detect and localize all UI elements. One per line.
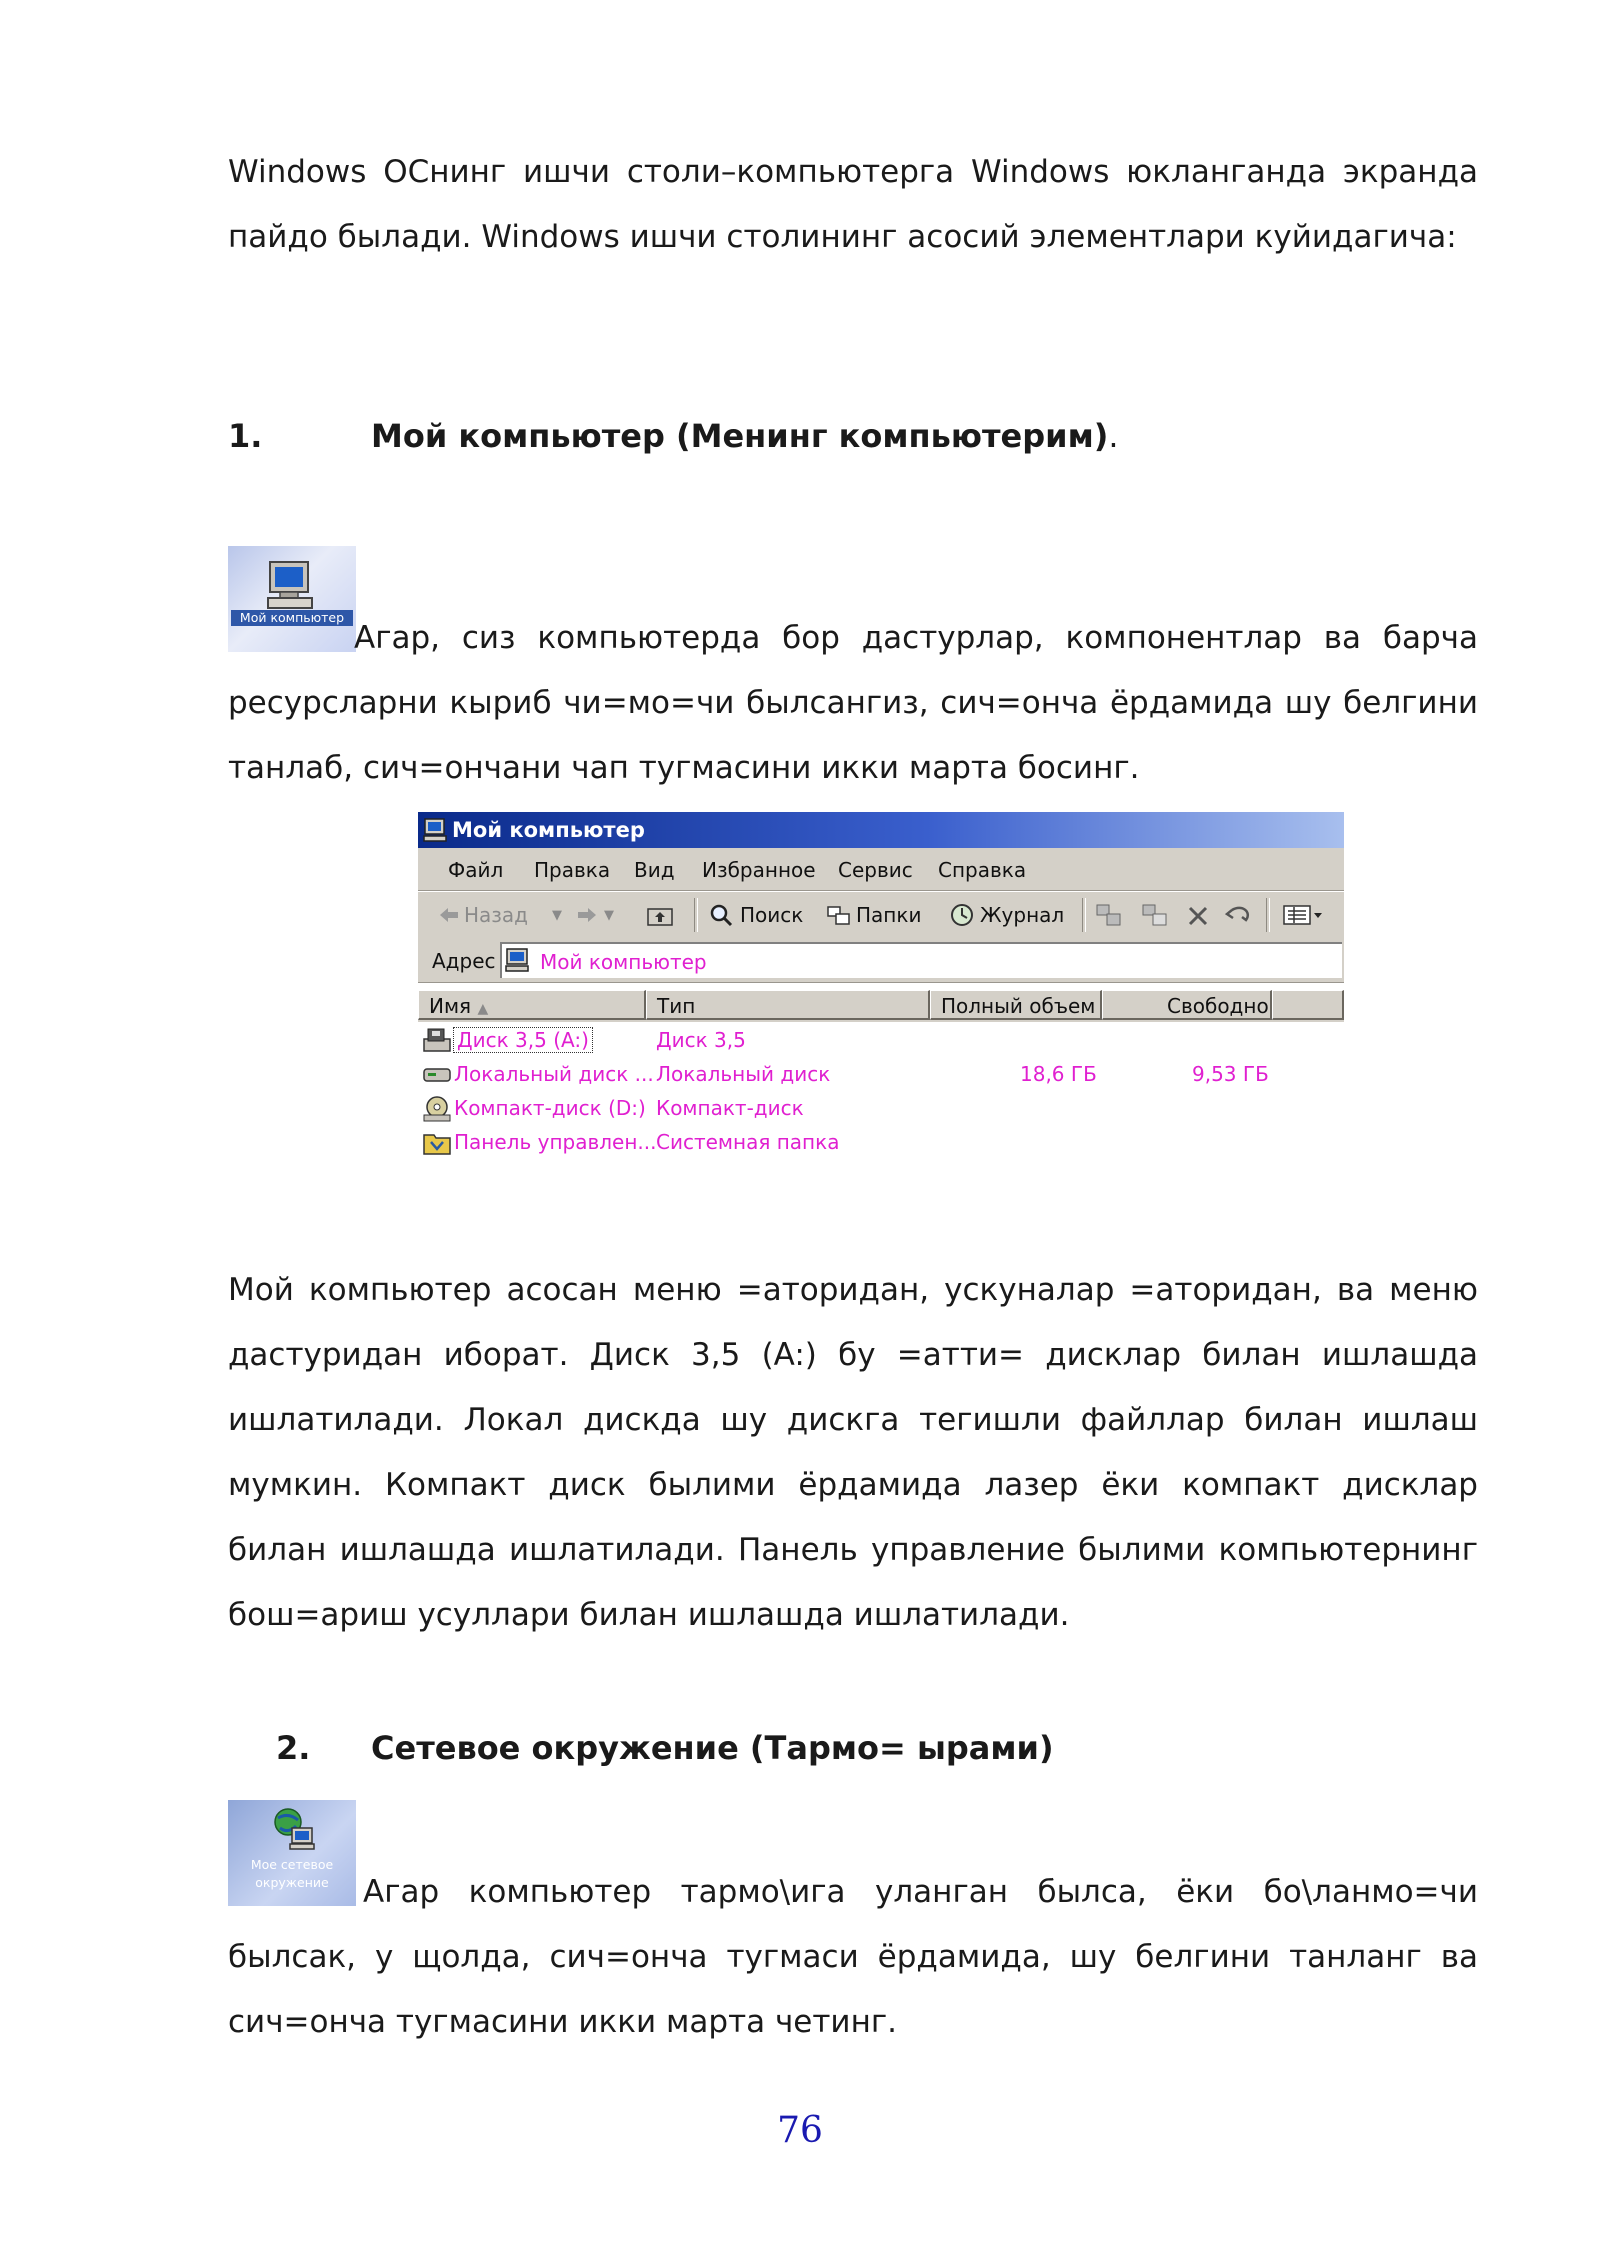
drive-type: Компакт-диск xyxy=(656,1096,804,1120)
drive-free-space: 9,53 ГБ xyxy=(1192,1062,1269,1086)
control-panel-icon xyxy=(422,1129,452,1162)
back-dropdown-icon[interactable]: ▼ xyxy=(552,908,562,923)
column-extra xyxy=(1272,990,1344,1020)
section-2-heading xyxy=(276,1728,1076,1768)
drive-row-floppy[interactable] xyxy=(418,1024,1344,1058)
column-free-space[interactable]: Свободно xyxy=(1102,990,1272,1020)
column-name-label: Имя xyxy=(429,994,472,1018)
section-1-heading xyxy=(228,416,1128,456)
undo-icon[interactable] xyxy=(1224,904,1254,926)
my-computer-address-icon xyxy=(504,947,532,977)
forward-arrow-icon[interactable] xyxy=(576,905,598,925)
toolbar-separator-3 xyxy=(1266,898,1270,932)
drive-total-size: 18,6 ГБ xyxy=(1020,1062,1097,1086)
drive-row-local[interactable] xyxy=(418,1058,1344,1092)
window-titlebar xyxy=(418,812,1344,848)
drive-type: Локальный диск xyxy=(656,1062,831,1086)
toolbar xyxy=(418,891,1344,939)
floppy-drive-icon xyxy=(422,1027,452,1060)
address-field[interactable] xyxy=(500,942,1342,978)
toolbar-separator xyxy=(694,898,698,932)
network-icon-caption-2: окружение xyxy=(255,1875,329,1890)
my-computer-window xyxy=(418,812,1344,1184)
history-icon xyxy=(948,902,976,928)
drive-row-cd[interactable] xyxy=(418,1092,1344,1126)
drive-name: Локальный диск ... xyxy=(454,1062,654,1086)
section-1-title-suffix: . xyxy=(1108,417,1119,455)
folders-button[interactable]: Папки xyxy=(856,903,922,927)
address-label: Адрес xyxy=(432,949,496,973)
drive-name: Компакт-диск (D:) xyxy=(454,1096,646,1120)
folders-icon xyxy=(826,903,852,927)
sort-arrow-icon: ▲ xyxy=(477,1001,489,1017)
section-1-title: Мой компьютер (Менинг компьютерим) xyxy=(371,417,1109,455)
back-arrow-icon xyxy=(438,905,460,925)
hard-drive-icon xyxy=(422,1061,452,1094)
views-icon[interactable] xyxy=(1282,903,1326,927)
page-number: 76 xyxy=(777,2110,823,2151)
window-title: Мой компьютер xyxy=(452,818,645,842)
back-button[interactable]: Назад xyxy=(464,903,529,927)
paragraph-2: Мой компьютер асосан меню =аторидан, ускуналар =аторидан, ва меню дастуридан иборат. Диск 3,5 (A:) бу =атти= дисклар билан ишлашда ишлатилади. Локал дискда шу дискга тегишли файллар билан ишлаш мумкин. Компакт диск былими ёрдамида лазер ёки компакт дисклар билан ишлашда ишлатилади. Панель управление былими компьютернинг бош=ариш усуллари билан ишлашда ишлатилади. xyxy=(228,1272,1478,1633)
menu-bar xyxy=(418,848,1344,891)
drive-type: Системная папка xyxy=(656,1130,840,1154)
up-folder-icon[interactable] xyxy=(646,903,674,927)
section-1-paragraph: Агар, сиз компьютерда бор дастурлар, компонентлар ва барча ресурсларни кыриб чи=мо=чи былсангиз, сич=онча ёрдамида шу белгини танлаб, сич=ончани чап тугмасини икки марта босинг. xyxy=(228,620,1478,786)
section-2-title: Сетевое окружение (Тармо= ырами) xyxy=(371,1729,1054,1767)
move-to-icon[interactable] xyxy=(1094,902,1124,928)
search-button[interactable]: Поиск xyxy=(740,903,804,927)
drive-row-control-panel[interactable] xyxy=(418,1126,1344,1160)
intro-paragraph: Windows ОСнинг ишчи столи–компьютерга Windows юклaнганда экранда пайдо былади. Windows ишчи столининг асосий элементлари куйидагича: xyxy=(228,154,1478,255)
section-2-paragraph: Агар компьютер тармо\ига уланган былса, ёки бо\ланмо=чи былсак, у щолда, сич=онча тугмаси ёрдамида, шу белгини танланг ва сич=онча тугмасини икки марта четинг. xyxy=(228,1874,1478,2040)
address-bar xyxy=(418,938,1344,983)
menu-tools[interactable]: Сервис xyxy=(838,858,913,882)
copy-to-icon[interactable] xyxy=(1140,902,1170,928)
column-type[interactable]: Тип xyxy=(646,990,930,1020)
toolbar-separator-2 xyxy=(1082,898,1086,932)
drive-name: Диск 3,5 (A:) xyxy=(454,1028,592,1052)
drive-name: Панель управлен... xyxy=(454,1130,657,1154)
column-headers xyxy=(418,990,1344,1022)
forward-dropdown-icon[interactable]: ▼ xyxy=(604,908,614,923)
section-1-title-wrap xyxy=(371,416,1119,456)
history-button[interactable]: Журнал xyxy=(980,903,1065,927)
menu-view[interactable]: Вид xyxy=(634,858,675,882)
address-value: Мой компьютер xyxy=(540,950,707,974)
menu-edit[interactable]: Правка xyxy=(534,858,611,882)
cd-drive-icon xyxy=(422,1095,452,1128)
menu-help[interactable]: Справка xyxy=(938,858,1027,882)
network-icon-caption-1: Мое сетевое xyxy=(250,1857,334,1872)
column-total-size[interactable]: Полный объем xyxy=(930,990,1102,1020)
section-2-number: 2. xyxy=(276,1729,311,1767)
my-computer-icon-caption: Мой компьютер xyxy=(231,610,353,626)
menu-file[interactable]: Файл xyxy=(448,858,504,882)
drive-type: Диск 3,5 xyxy=(656,1028,746,1052)
column-name[interactable] xyxy=(418,990,646,1020)
search-icon xyxy=(708,902,734,928)
section-1-number: 1. xyxy=(228,417,263,455)
delete-icon[interactable] xyxy=(1186,904,1210,928)
network-neighborhood-icon xyxy=(270,1806,316,1856)
menu-favorites[interactable]: Избранное xyxy=(702,858,816,882)
